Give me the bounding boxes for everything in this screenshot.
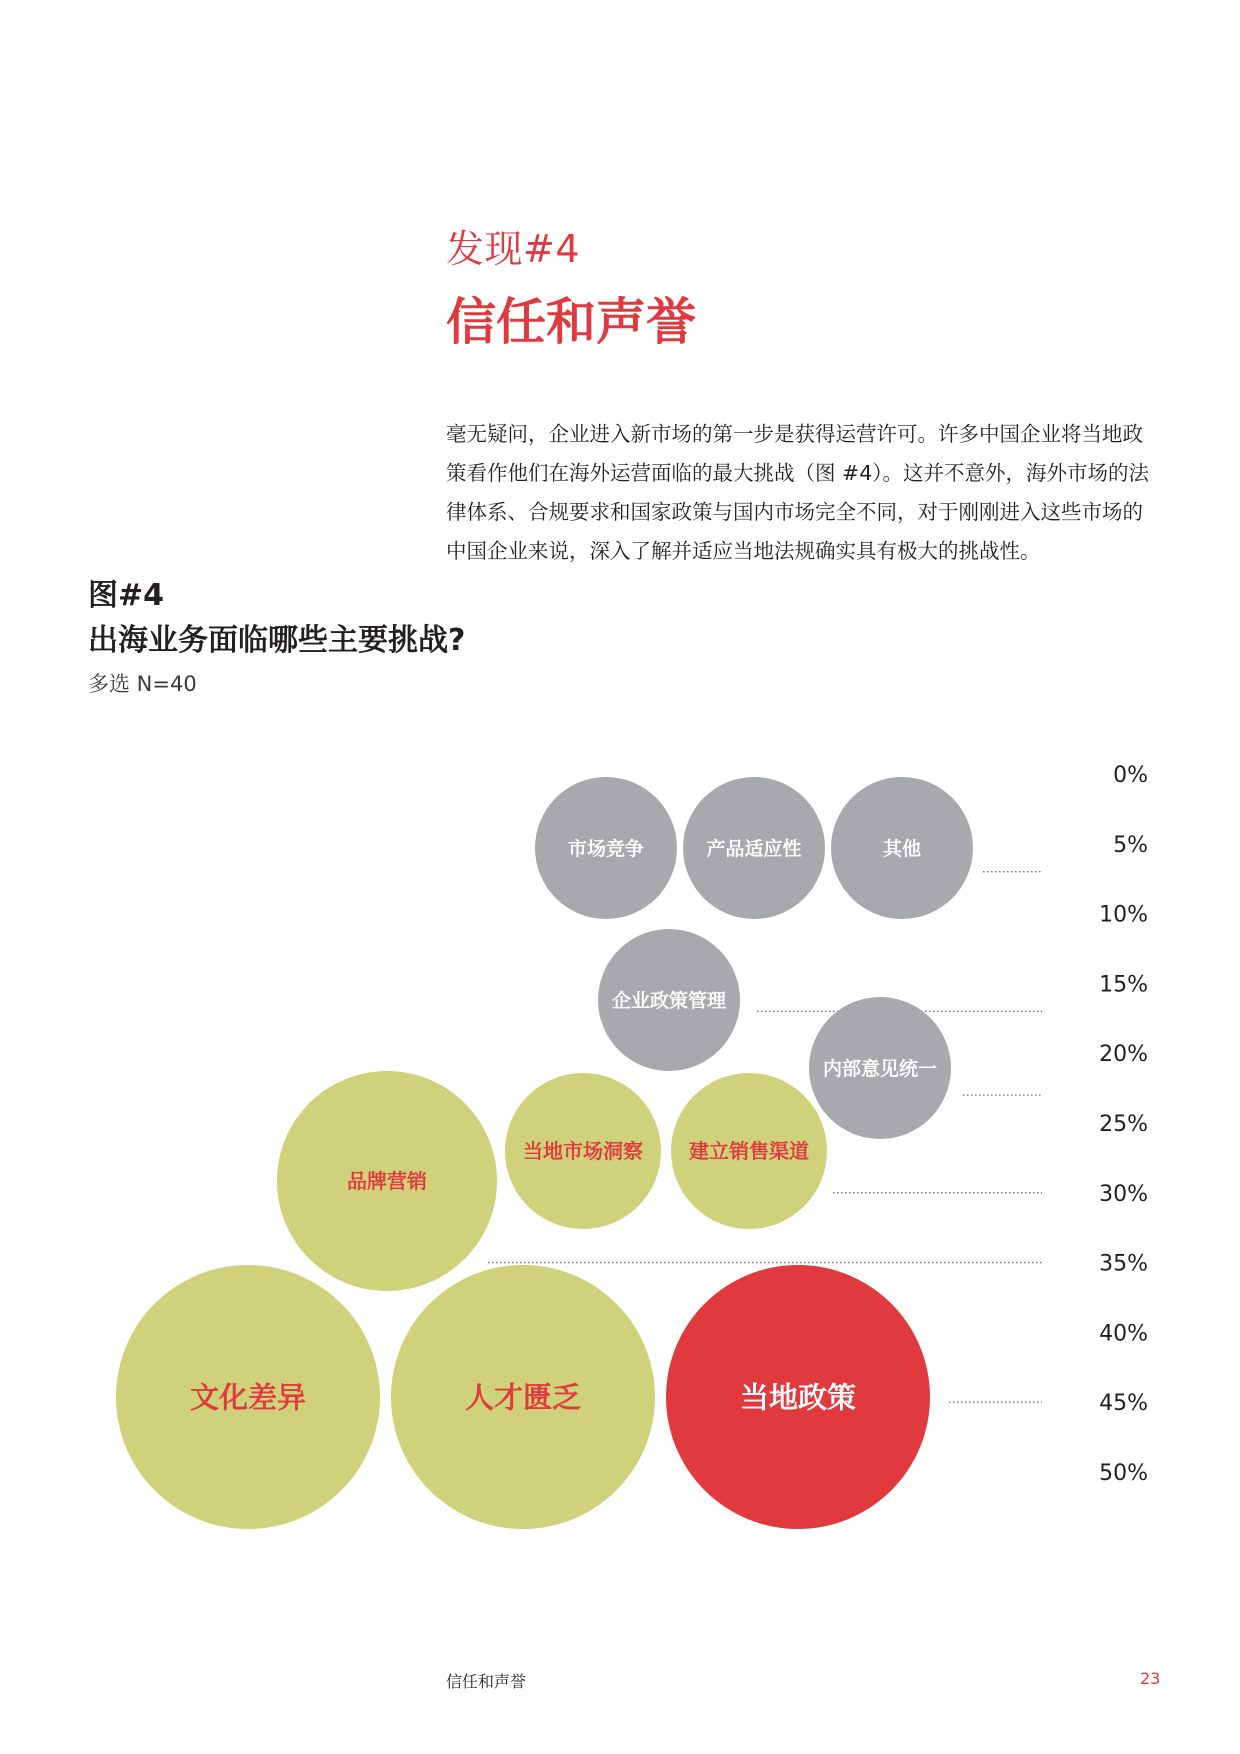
bubble-label: 产品适应性 (706, 837, 802, 860)
intro-line: 律体系、合规要求和国家政策与国内市场完全不同，对于刚刚进入这些市场的 (446, 500, 1143, 524)
bubble-label: 市场竞争 (567, 837, 645, 860)
bubble-label: 当地政策 (739, 1380, 857, 1415)
y-tick-label: 15% (1099, 972, 1148, 998)
bubbles (116, 777, 973, 1529)
y-tick-label: 10% (1099, 902, 1148, 928)
figure-question: 出海业务面临哪些主要挑战? (88, 623, 466, 658)
finding-kicker: 发现#4 (446, 227, 581, 271)
y-tick-label: 0% (1113, 763, 1148, 788)
page-number: 23 (1140, 1669, 1161, 1688)
bubble-label: 品牌营销 (347, 1169, 427, 1194)
bubble-label: 内部意见统一 (822, 1057, 938, 1080)
y-tick-label: 45% (1099, 1391, 1148, 1417)
figure-number: 图#4 (88, 578, 165, 613)
y-tick-label: 20% (1099, 1042, 1148, 1068)
bubble-label: 其他 (882, 837, 922, 860)
y-tick-label: 5% (1113, 832, 1148, 858)
y-tick-label: 50% (1099, 1461, 1148, 1486)
figure-note: 多选 N=40 (88, 672, 197, 696)
footer-section-title: 信任和声誉 (446, 1672, 527, 1691)
bubble-label: 人才匮乏 (464, 1380, 582, 1415)
bubble-label: 企业政策管理 (611, 989, 727, 1012)
y-tick-label: 35% (1099, 1251, 1148, 1277)
intro-line: 中国企业来说，深入了解并适应当地法规确实具有极大的挑战性。 (446, 539, 1041, 563)
y-tick-label: 25% (1099, 1112, 1148, 1137)
intro-line: 策看作他们在海外运营面临的最大挑战（图 #4）。这并不意外，海外市场的法 (446, 461, 1149, 485)
bubble-label: 建立销售渠道 (689, 1139, 809, 1164)
page-title: 信任和声誉 (446, 293, 696, 351)
y-tick-label: 40% (1099, 1321, 1148, 1347)
y-axis-ticks (1099, 763, 1148, 1486)
y-tick-label: 30% (1099, 1181, 1148, 1207)
intro-line: 毫无疑问，企业进入新市场的第一步是获得运营许可。许多中国企业将当地政 (446, 422, 1143, 446)
bubble-label: 当地市场洞察 (523, 1139, 643, 1164)
bubble-label: 文化差异 (189, 1380, 307, 1415)
